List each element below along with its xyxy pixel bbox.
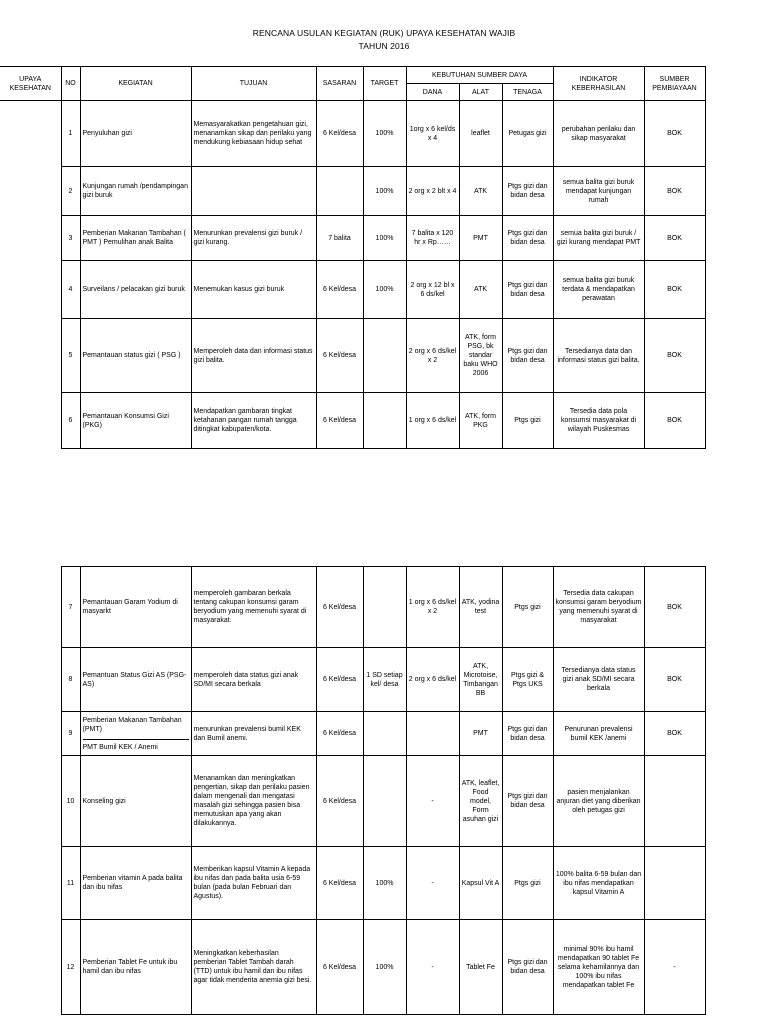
cell-indikator <box>553 393 644 449</box>
cell-sasaran-text: 6 Kel/desa <box>322 730 357 737</box>
cell-dana <box>406 167 459 216</box>
cell-sumber <box>644 167 705 216</box>
cell-tujuan <box>191 101 316 167</box>
cell-kegiatan-text: Konseling gizi <box>82 797 126 805</box>
cell-tujuan <box>191 216 316 261</box>
cell-upaya <box>0 261 61 319</box>
cell-tenaga <box>502 167 553 216</box>
cell-indikator <box>553 920 644 1015</box>
table-row <box>0 567 705 648</box>
cell-sumber-text: - <box>673 963 676 971</box>
table-row <box>0 712 705 756</box>
cell-upaya <box>0 101 61 167</box>
cell-indikator-text: pasien menjalankan anjuran diet yang diberikan oleh petugas gizi <box>556 788 641 814</box>
cell-tujuan <box>191 648 316 712</box>
cell-target <box>363 319 406 393</box>
cell-kegiatan <box>80 648 191 712</box>
cell-tenaga-text: Ptgs gizi dan bidan desa <box>507 230 548 246</box>
cell-sumber-text: BOK <box>667 603 682 611</box>
cell-indikator <box>553 319 644 393</box>
cell-tenaga <box>502 847 553 920</box>
cell-no <box>61 756 80 847</box>
cell-sasaran-text: 6 Kel/desa <box>322 417 357 424</box>
cell-no-text: 3 <box>68 234 73 242</box>
cell-sumber <box>644 216 705 261</box>
cell-indikator <box>553 261 644 319</box>
header-tujuan: TUJUAN <box>191 67 316 101</box>
cell-indikator <box>553 712 644 756</box>
cell-kegiatan-text: Pemantauan status gizi ( PSG ) <box>82 352 181 359</box>
cell-sumber <box>644 648 705 712</box>
cell-tujuan <box>191 756 316 847</box>
cell-upaya <box>0 167 61 216</box>
cell-no <box>61 261 80 319</box>
cell-kegiatan-subitem: PMT Bumil KEK / Anemi <box>83 739 189 752</box>
cell-indikator-text: semua balita gizi buruk / gizi kurang mendapat PMT <box>556 230 641 246</box>
cell-sasaran <box>316 261 363 319</box>
cell-upaya <box>0 319 61 393</box>
header-tenaga: TENAGA <box>502 84 553 101</box>
cell-sumber-text: BOK <box>667 234 682 242</box>
cell-kegiatan-text: Surveilans / pelacakan gizi buruk <box>82 286 185 293</box>
cell-alat-text: ATK <box>473 286 488 293</box>
cell-alat <box>459 319 502 393</box>
cell-tujuan-text: Meningkatkan keberhasilan pemberian Tablet Tambah darah (TTD) untuk ibu hamil dan ibu nifas agar tidak menderita anemia gizi besi. <box>193 950 312 984</box>
cell-tujuan-text: memperoleh data status gizi anak SD/MI secara berkala <box>193 671 299 688</box>
cell-alat-text: ATK, form PKG <box>465 412 496 429</box>
cell-tujuan <box>191 567 316 648</box>
cell-sasaran <box>316 756 363 847</box>
cell-target-text: 100% <box>375 963 394 971</box>
cell-sumber <box>644 712 705 756</box>
table-row <box>0 167 705 216</box>
cell-kegiatan-text: Pemberian vitamin A pada balita dan ibu nifas <box>82 875 183 891</box>
cell-no <box>61 847 80 920</box>
cell-sumber-text: BOK <box>667 352 682 359</box>
cell-target <box>363 216 406 261</box>
cell-kegiatan-text: Kunjungan rumah /pendampingan gizi buruk <box>82 183 188 199</box>
cell-indikator-text: 100% balita 6-59 bulan dan ibu nifas mendapatkan kapsul Vitamin A <box>555 870 642 896</box>
cell-tujuan <box>191 393 316 449</box>
cell-upaya <box>0 712 61 756</box>
cell-sasaran-text: 6 Kel/desa <box>322 352 357 359</box>
cell-tenaga-text: Petugas gizi <box>508 130 547 137</box>
cell-no <box>61 393 80 449</box>
document-title: RENCANA USULAN KEGIATAN (RUK) UPAYA KESEHATAN WAJIB <box>252 28 516 38</box>
cell-dana-text: 2 org x 12 bl x 6 ds/kel <box>410 281 455 298</box>
cell-no <box>61 920 80 1015</box>
cell-dana <box>406 319 459 393</box>
cell-dana <box>406 393 459 449</box>
cell-no <box>61 567 80 648</box>
cell-tujuan-text: memperoleh gambaran berkala tentang cakupan konsumsi garam beryodium yang memenuhi syarat di masyarakat. <box>193 590 307 624</box>
cell-target-text: 100% <box>375 130 394 137</box>
cell-tujuan-text: Memasyarakatkan pengetahuan gizi, menanamkan sikap dan perilaku yang mendukung kebiasaan hidup sehat <box>193 121 312 146</box>
cell-no-text: 6 <box>68 417 73 424</box>
cell-sasaran-text: 6 Kel/desa <box>322 130 357 137</box>
cell-tujuan <box>191 712 316 756</box>
cell-tujuan-text: Mendapatkan gambaran tingkat ketahanan pangan rumah tangga ditingkat kabupaten/kota. <box>193 408 297 433</box>
cell-tujuan-text: Menemukan kasus gizi buruk <box>193 286 285 293</box>
cell-target-text: 1 SD setiap kel/ desa <box>366 671 403 688</box>
ruk-table-top <box>0 66 706 449</box>
cell-tenaga <box>502 216 553 261</box>
cell-target-text: 100% <box>375 234 394 242</box>
cell-alat-text: leaflet <box>471 130 490 137</box>
cell-alat <box>459 712 502 756</box>
cell-tujuan-text: Memperoleh data dan informasi status gizi balita. <box>193 347 313 364</box>
cell-sumber-text: BOK <box>667 730 682 737</box>
cell-sumber <box>644 319 705 393</box>
cell-kegiatan <box>80 101 191 167</box>
cell-dana-text: 2 org x 6 ds/kel x 2 <box>408 347 457 364</box>
cell-sumber <box>644 101 705 167</box>
cell-sasaran-text: 6 Kel/desa <box>322 286 357 293</box>
cell-sumber <box>644 393 705 449</box>
cell-indikator-text: Penurunan prevalensi bumil KEK /anemi <box>564 725 633 742</box>
cell-dana <box>406 712 459 756</box>
cell-target-text: 100% <box>375 286 394 293</box>
cell-target <box>363 847 406 920</box>
cell-no <box>61 319 80 393</box>
cell-indikator-text: Tersedia data pola konsumsi masyarakat di wilayah Puskesmas <box>560 408 637 433</box>
header-alat: ALAT <box>459 84 502 101</box>
cell-alat <box>459 756 502 847</box>
cell-kegiatan-text: Pemberian Makanan Tambahan ( PMT ) Pemulihan anak Balita <box>82 230 186 246</box>
cell-sasaran-text: 7 balita <box>328 234 351 242</box>
header-sumber: SUMBER PEMBIAYAAN <box>644 67 705 101</box>
cell-alat <box>459 167 502 216</box>
cell-sasaran <box>316 319 363 393</box>
cell-no-text: 9 <box>68 730 73 737</box>
ruk-table-bottom <box>0 566 706 1015</box>
cell-dana-text: 1 org x 6 ds/kel <box>408 417 457 424</box>
cell-sumber-text: BOK <box>667 676 682 683</box>
cell-sasaran <box>316 920 363 1015</box>
cell-sasaran <box>316 847 363 920</box>
cell-tenaga-text: Ptgs gizi dan bidan desa <box>507 793 548 809</box>
cell-tenaga-text: Ptgs gizi dan bidan desa <box>507 959 548 975</box>
cell-alat-text: ATK <box>473 187 488 195</box>
cell-tujuan-text: Menurunkan prevalensi gizi buruk / gizi kurang. <box>193 230 303 246</box>
cell-tujuan <box>191 261 316 319</box>
cell-target <box>363 167 406 216</box>
cell-indikator-text: Tersedianya data status gizi anak SD/MI secara berkala <box>561 667 636 692</box>
cell-tenaga <box>502 101 553 167</box>
cell-indikator-text: minimal 90% ibu hamil mendapatkan 90 tablet Fe selama kehamilannya dan 100% ibu nifas mendapatkan tablet Fe <box>557 945 640 989</box>
cell-tenaga <box>502 920 553 1015</box>
cell-target <box>363 393 406 449</box>
cell-no-text: 8 <box>68 676 73 683</box>
cell-kegiatan <box>80 920 191 1015</box>
cell-dana <box>406 216 459 261</box>
cell-dana <box>406 101 459 167</box>
cell-alat-text: ATK, yodina test <box>461 599 500 615</box>
cell-no-text: 11 <box>66 879 75 887</box>
cell-dana <box>406 847 459 920</box>
cell-indikator-text: semua balita gizi buruk mendapat kunjungan rumah <box>562 178 635 204</box>
cell-upaya <box>0 393 61 449</box>
cell-sumber-text: BOK <box>667 286 682 293</box>
cell-no <box>61 712 80 756</box>
cell-kegiatan <box>80 393 191 449</box>
header-target: TARGET <box>363 67 406 101</box>
cell-indikator <box>553 101 644 167</box>
cell-tenaga <box>502 712 553 756</box>
cell-kegiatan-text: Penyuluhan gizi <box>82 130 132 137</box>
cell-upaya <box>0 648 61 712</box>
cell-dana <box>406 648 459 712</box>
cell-dana <box>406 756 459 847</box>
cell-alat <box>459 648 502 712</box>
cell-dana <box>406 920 459 1015</box>
cell-alat <box>459 393 502 449</box>
cell-dana-text: 2 org x 2 blt x 4 <box>408 187 457 195</box>
cell-no <box>61 101 80 167</box>
cell-indikator-text: perubahan perilaku dan sikap masyarakat <box>561 125 636 142</box>
cell-sumber-text: BOK <box>667 130 682 137</box>
cell-dana-text: 2 org x 6 ds/kel <box>408 676 457 683</box>
cell-tenaga-text: Ptgs gizi <box>514 417 541 424</box>
header-kebutuhan: KEBUTUHAN SUMBER DAYA <box>406 67 553 84</box>
cell-no-text: 12 <box>66 963 75 971</box>
table-row <box>0 393 705 449</box>
document-year: TAHUN 2016 <box>358 41 410 51</box>
cell-dana-text: 1 org x 6 ds/kel x 2 <box>408 599 457 615</box>
cell-sumber <box>644 847 705 920</box>
cell-alat <box>459 216 502 261</box>
cell-alat-text: Tablet Fe <box>466 963 495 971</box>
cell-dana-text: 1org x 6 kel/ds x 4 <box>409 125 456 142</box>
cell-dana-text: 7 balita x 120 hr x Rp…… <box>411 230 454 246</box>
cell-alat <box>459 847 502 920</box>
cell-upaya <box>0 756 61 847</box>
cell-target <box>363 648 406 712</box>
cell-dana <box>406 261 459 319</box>
cell-sumber-text: BOK <box>667 417 682 424</box>
cell-kegiatan <box>80 847 191 920</box>
cell-sumber <box>644 567 705 648</box>
cell-target <box>363 756 406 847</box>
cell-no-text: 10 <box>66 797 75 805</box>
cell-kegiatan-text: Pemantuan Status Gizi AS (PSG-AS) <box>82 671 187 688</box>
table-row <box>0 101 705 167</box>
cell-kegiatan <box>80 167 191 216</box>
cell-upaya <box>0 920 61 1015</box>
cell-tujuan <box>191 847 316 920</box>
cell-kegiatan <box>80 216 191 261</box>
cell-tujuan-text: Memberikan kapsul Vitamin A kepada ibu nifas dan pada balita usia 6-59 bulan (pada bulan Februari dan Agustus). <box>193 866 311 900</box>
cell-target <box>363 261 406 319</box>
table-row <box>0 261 705 319</box>
cell-alat-text: ATK, Microtoise, Timbangan BB <box>463 662 498 697</box>
cell-kegiatan-text: Pemberian Makanan Tambahan (PMT) <box>82 716 182 733</box>
cell-kegiatan-text: Pemantauan Garam Yodium di masyarkt <box>82 599 178 615</box>
cell-no-text: 7 <box>68 603 73 611</box>
cell-kegiatan <box>80 319 191 393</box>
cell-tenaga <box>502 756 553 847</box>
cell-sasaran-text: 6 Kel/desa <box>322 797 357 805</box>
cell-sasaran <box>316 101 363 167</box>
table-row <box>0 847 705 920</box>
cell-upaya <box>0 847 61 920</box>
cell-tenaga-text: Ptgs gizi dan bidan desa <box>507 183 548 199</box>
cell-indikator <box>553 216 644 261</box>
cell-dana <box>406 567 459 648</box>
cell-no <box>61 216 80 261</box>
cell-alat-text: PMT <box>473 234 488 242</box>
cell-alat <box>459 920 502 1015</box>
cell-tenaga <box>502 648 553 712</box>
cell-tenaga-text: Ptgs gizi dan bidan desa <box>507 725 548 742</box>
cell-tenaga <box>502 393 553 449</box>
cell-kegiatan-text: Pemantauan Konsumsi Gizi (PKG) <box>82 412 169 429</box>
cell-target <box>363 712 406 756</box>
table-row <box>0 216 705 261</box>
cell-indikator <box>553 167 644 216</box>
cell-tenaga-text: Ptgs gizi dan bidan desa <box>507 281 548 298</box>
cell-kegiatan <box>80 261 191 319</box>
cell-sumber-text: BOK <box>667 187 682 195</box>
cell-alat <box>459 101 502 167</box>
cell-sasaran-text: 6 Kel/desa <box>322 879 357 887</box>
header-indikator: INDIKATOR KEBERHASILAN <box>553 67 644 101</box>
header-dana: DANA <box>406 84 459 101</box>
table-row <box>0 756 705 847</box>
cell-indikator-text: Tersedianya data dan informasi status gizi balita. <box>557 347 640 364</box>
cell-kegiatan <box>80 567 191 648</box>
table-row <box>0 920 705 1015</box>
cell-indikator <box>553 847 644 920</box>
cell-sumber <box>644 261 705 319</box>
cell-target-text: 100% <box>375 879 394 887</box>
cell-no <box>61 167 80 216</box>
cell-tenaga <box>502 319 553 393</box>
cell-tujuan <box>191 920 316 1015</box>
cell-alat-text: Kapsul Vit A <box>461 879 500 887</box>
cell-indikator-text: Tersedia data cakupan konsumsi garam beryodium yang memenuhi syarat di masyarakat <box>555 590 642 624</box>
cell-dana-text: - <box>431 797 434 805</box>
cell-upaya <box>0 216 61 261</box>
cell-no <box>61 648 80 712</box>
cell-tenaga-text: Ptgs gizi <box>514 879 541 887</box>
cell-no-text: 1 <box>68 130 73 137</box>
cell-tujuan <box>191 319 316 393</box>
cell-sasaran-text: 6 Kel/desa <box>322 963 357 971</box>
header-kegiatan: KEGIATAN <box>80 67 191 101</box>
cell-alat-text: ATK, form PSG, bk standar baku WHO 2006 <box>463 334 498 377</box>
header-no: NO <box>61 67 80 101</box>
cell-no-text: 2 <box>68 187 73 195</box>
cell-tujuan-text: Menanamkan dan meningkatkan pengertian, sikap dan perilaku pasien dalam mengenali dan mengatasi masalah gizi sehingga pasien bisa memutuskan apa yang akan dilakukannya. <box>193 775 310 827</box>
cell-tujuan-text: menurunkan prevalensi bumil KEK dan Bumil anemi. <box>193 725 301 742</box>
cell-sasaran <box>316 393 363 449</box>
cell-alat-text: ATK, leaflet, Food model, Form asuhan gizi <box>461 779 500 823</box>
cell-indikator <box>553 567 644 648</box>
cell-dana-text: - <box>431 879 434 887</box>
cell-dana-text: - <box>431 963 434 971</box>
cell-target <box>363 567 406 648</box>
cell-tenaga-text: Ptgs gizi <box>514 603 541 611</box>
cell-tenaga <box>502 261 553 319</box>
cell-sasaran-text: 6 Kel/desa <box>322 676 357 683</box>
cell-indikator-text: semua balita gizi buruk terdata & mendapatkan perawatan <box>562 277 635 302</box>
table-row <box>0 319 705 393</box>
cell-sasaran <box>316 648 363 712</box>
cell-target-text: 100% <box>375 187 394 195</box>
cell-alat-text: PMT <box>473 730 488 737</box>
cell-sumber <box>644 920 705 1015</box>
header-upaya: UPAYA KESEHATAN <box>0 67 61 101</box>
cell-no-text: 4 <box>68 286 73 293</box>
cell-alat <box>459 567 502 648</box>
cell-indikator <box>553 756 644 847</box>
cell-sasaran <box>316 567 363 648</box>
cell-tenaga-text: Ptgs gizi & Ptgs UKS <box>510 671 545 688</box>
cell-upaya <box>0 567 61 648</box>
cell-tenaga <box>502 567 553 648</box>
cell-kegiatan <box>80 712 191 756</box>
table-row <box>0 648 705 712</box>
header-sasaran: SASARAN <box>316 67 363 101</box>
cell-sumber <box>644 756 705 847</box>
cell-sasaran <box>316 167 363 216</box>
cell-kegiatan <box>80 756 191 847</box>
cell-sasaran <box>316 712 363 756</box>
cell-indikator <box>553 648 644 712</box>
cell-sasaran-text: 6 Kel/desa <box>322 603 357 611</box>
cell-kegiatan-text: Pemberian Tablet Fe untuk ibu hamil dan ibu nifas <box>82 959 178 975</box>
cell-tenaga-text: Ptgs gizi dan bidan desa <box>507 347 548 364</box>
cell-target <box>363 920 406 1015</box>
cell-no-text: 5 <box>68 352 73 359</box>
cell-tujuan <box>191 167 316 216</box>
cell-alat <box>459 261 502 319</box>
cell-target <box>363 101 406 167</box>
cell-sasaran <box>316 216 363 261</box>
